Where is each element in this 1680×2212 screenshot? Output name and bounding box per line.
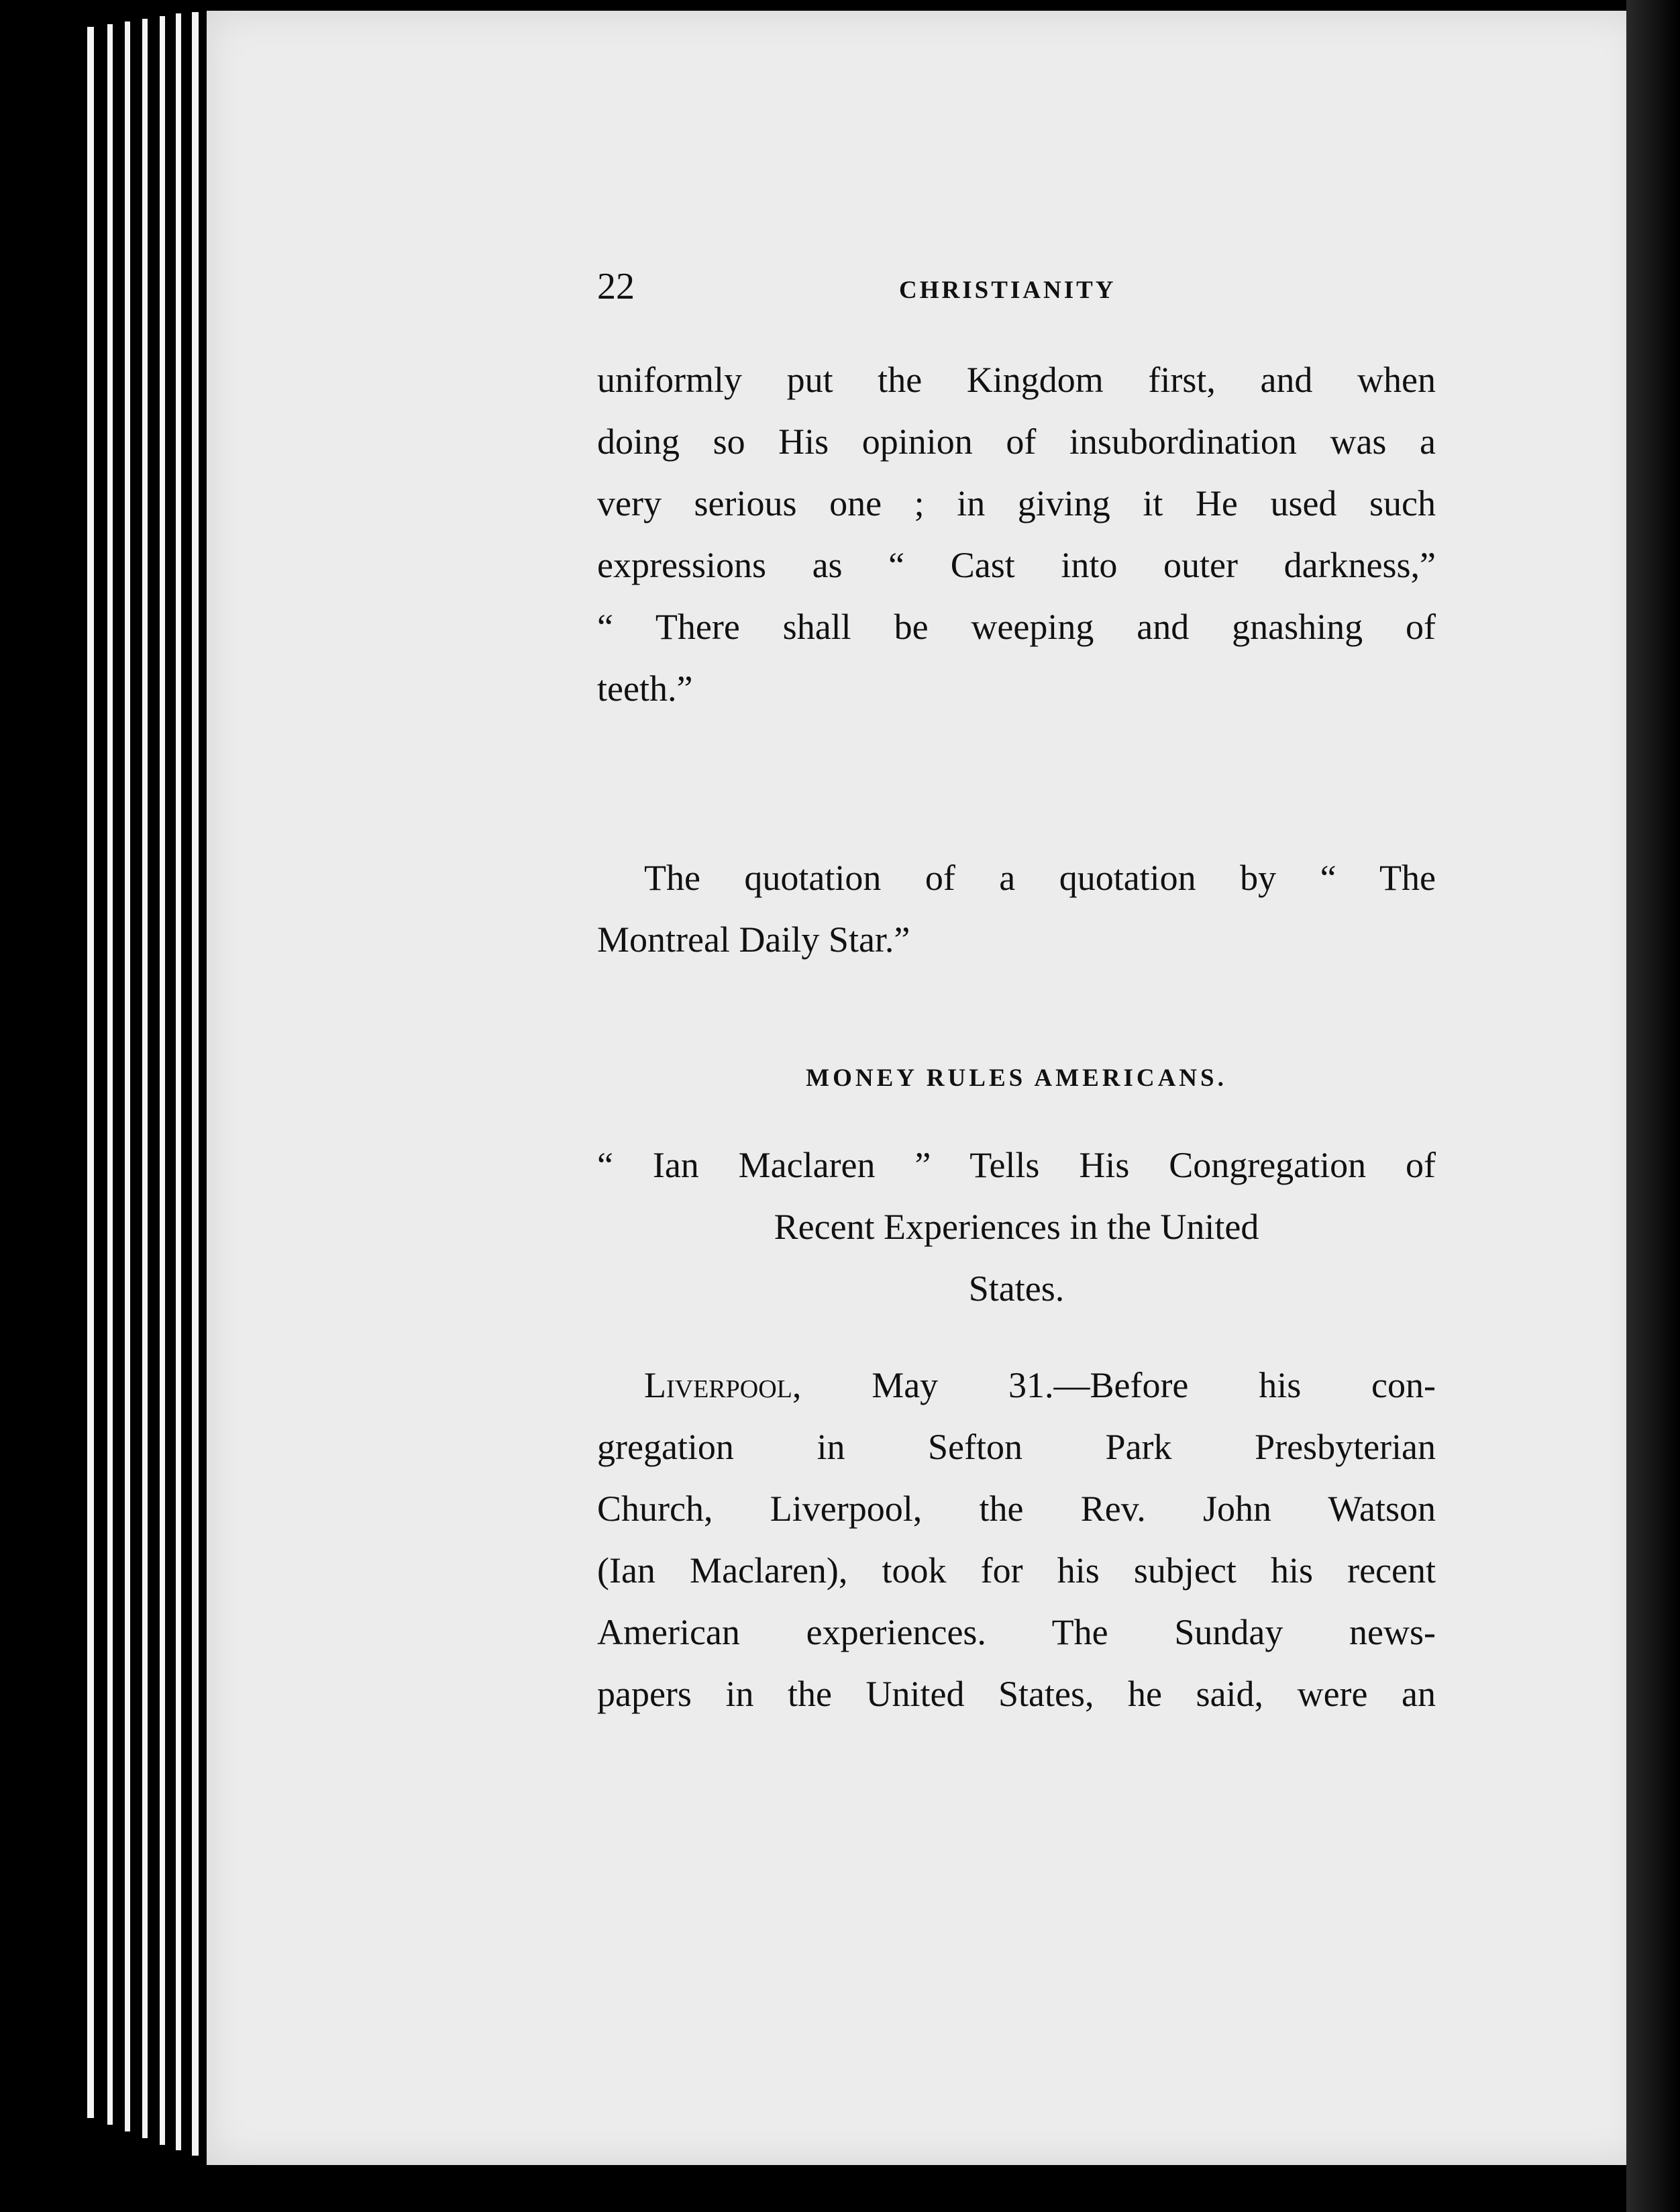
text-line: Church, Liverpool, the Rev. John Watson (597, 1489, 1436, 1529)
page-edge (107, 24, 113, 2125)
page-edge (87, 27, 94, 2118)
text-line: very serious one ; in giving it He used such (597, 483, 1436, 523)
subheading (597, 1134, 1436, 1319)
text-line: The quotation of a quotation by “ The (644, 858, 1436, 898)
paragraph-1 (597, 349, 1436, 719)
text-line: American experiences. The Sunday news- (597, 1612, 1436, 1652)
page-number: 22 (597, 266, 635, 307)
text-line (597, 1354, 1436, 1416)
binding-shadow (1626, 0, 1680, 2212)
text-line: doing so His opinion of insubordination was a (597, 421, 1436, 462)
page-edge (142, 19, 148, 2138)
text-line: expressions as “ Cast into outer darkness,” (597, 545, 1436, 585)
text-line: “ Ian Maclaren ” Tells His Congregation of (597, 1145, 1436, 1185)
text-line: papers in the United States, he said, were an (597, 1674, 1436, 1714)
text-line: Recent Experiences in the United (774, 1207, 1259, 1247)
text-line: Montreal Daily Star.” (597, 919, 910, 960)
text-line: “ There shall be weeping and gnashing of (597, 607, 1436, 647)
text-line: uniformly put the Kingdom first, and when (597, 360, 1436, 400)
paragraph-2 (597, 847, 1436, 970)
text-line: (Ian Maclaren), took for his subject his recent (597, 1550, 1436, 1591)
page-edge (176, 13, 181, 2150)
running-head (597, 265, 1436, 319)
section-heading: MONEY RULES AMERICANS. (806, 1064, 1227, 1092)
page-edge (192, 12, 199, 2156)
running-title: CHRISTIANITY (899, 276, 1116, 304)
page-edge (160, 16, 165, 2145)
text-line: teeth.” (597, 668, 693, 709)
paragraph-3 (597, 1354, 1436, 1725)
dateline-rest: May 31.—Before his con- (872, 1365, 1436, 1405)
page-edge (125, 21, 130, 2131)
dateline-place: Liverpool, (644, 1365, 802, 1405)
text-line: gregation in Sefton Park Presbyterian (597, 1427, 1436, 1467)
text-line: States. (968, 1268, 1065, 1309)
